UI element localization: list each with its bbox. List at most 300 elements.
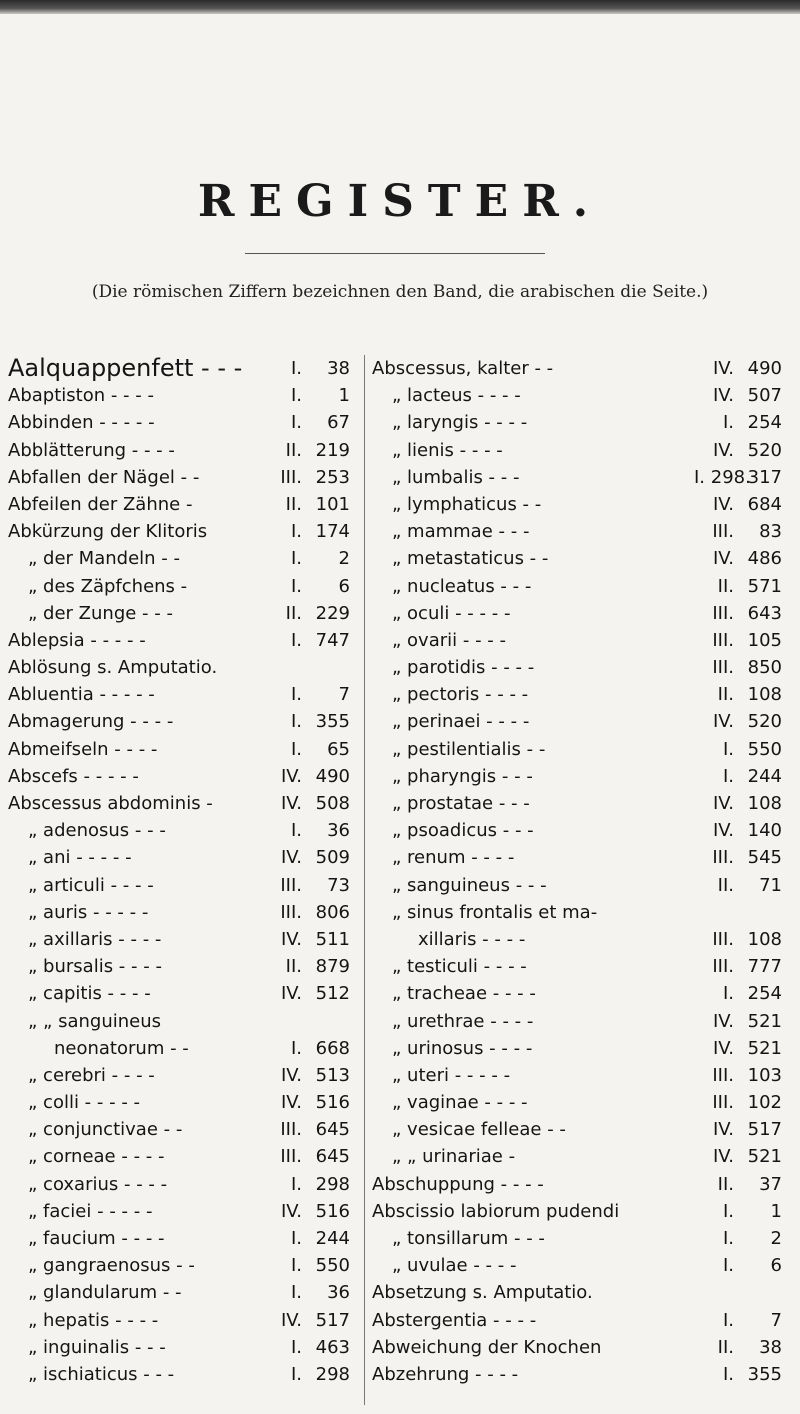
index-entry xyxy=(372,573,792,600)
index-entry xyxy=(8,872,358,899)
entry-reference xyxy=(694,1008,782,1035)
entry-term: neonatorum - - xyxy=(54,1037,189,1059)
entry-term: „ uteri - - - - - xyxy=(392,1064,511,1086)
entry-volume: I. xyxy=(722,412,734,434)
entry-term: Absetzung s. Amputatio. xyxy=(372,1282,593,1304)
index-entry xyxy=(372,600,792,627)
entry-page: 244 xyxy=(747,765,782,787)
entry-page: 508 xyxy=(315,793,350,814)
entry-volume: III. xyxy=(280,466,302,488)
entry-volume: I. xyxy=(722,1228,734,1249)
entry-reference xyxy=(266,627,350,654)
index-entry xyxy=(372,1334,792,1361)
entry-reference xyxy=(266,708,350,735)
entry-volume: I. xyxy=(290,548,302,570)
entry-term: Abzehrung - - - - xyxy=(372,1363,519,1385)
entry-page: 101 xyxy=(315,493,350,515)
entry-volume: IV. xyxy=(712,439,734,461)
entry-page: 516 xyxy=(315,1200,350,1222)
entry-reference xyxy=(694,708,782,735)
entry-reference xyxy=(694,926,782,953)
entry-volume: I. xyxy=(290,820,302,842)
index-entry xyxy=(372,708,792,735)
entry-term: „ cerebri - - - - xyxy=(28,1064,155,1086)
entry-page: 298 xyxy=(315,1363,350,1385)
entry-volume: I. 298. xyxy=(694,466,751,488)
entry-page: 244 xyxy=(315,1228,350,1249)
entry-volume: I. xyxy=(290,575,302,597)
entry-term: „ bursalis - - - - xyxy=(28,956,162,978)
entry-volume: IV. xyxy=(280,1200,302,1222)
index-entry xyxy=(8,1361,358,1388)
entry-page: 254 xyxy=(747,983,782,1005)
entry-volume: I. xyxy=(290,1255,302,1277)
entry-volume: I. xyxy=(290,1363,302,1385)
column-divider xyxy=(364,355,365,1405)
entry-term: „ glandularum - - xyxy=(28,1282,182,1304)
entry-term: „ sinus frontalis et ma- xyxy=(392,901,598,923)
entry-reference xyxy=(266,409,350,436)
entry-volume: III. xyxy=(280,1119,302,1141)
entry-reference xyxy=(266,1008,350,1035)
entry-term: Abscessus, kalter - - xyxy=(372,358,554,379)
entry-reference xyxy=(694,464,782,491)
index-entry xyxy=(8,654,358,681)
entry-reference xyxy=(694,953,782,980)
entry-page: 2 xyxy=(770,1228,782,1249)
entry-page: 545 xyxy=(747,847,782,869)
entry-term: „ vesicae felleae - - xyxy=(392,1119,566,1141)
entry-page: 67 xyxy=(327,412,350,434)
entry-reference xyxy=(694,1062,782,1089)
entry-volume: IV. xyxy=(712,820,734,842)
entry-page: 507 xyxy=(747,385,782,407)
entry-volume: III. xyxy=(280,901,302,923)
entry-volume: I. xyxy=(722,765,734,787)
entry-page: 747 xyxy=(315,629,350,651)
title-rule xyxy=(245,253,545,254)
entry-page: 36 xyxy=(327,1282,350,1304)
entry-reference xyxy=(694,409,782,436)
entry-reference xyxy=(266,1116,350,1143)
index-columns xyxy=(0,355,800,1405)
entry-term: „ prostatae - - - xyxy=(392,793,530,814)
entry-reference xyxy=(266,926,350,953)
index-entry xyxy=(8,1116,358,1143)
index-entry xyxy=(372,763,792,790)
entry-volume: IV. xyxy=(712,711,734,733)
entry-reference xyxy=(266,1307,350,1334)
entry-term: „ urinosus - - - - xyxy=(392,1037,533,1059)
index-entry xyxy=(8,736,358,763)
entry-reference xyxy=(694,872,782,899)
index-entry xyxy=(8,518,358,545)
index-entry xyxy=(372,437,792,464)
entry-term: „ lienis - - - - xyxy=(392,439,503,461)
entry-reference xyxy=(266,736,350,763)
entry-page: 317 xyxy=(747,466,782,488)
entry-volume: III. xyxy=(712,1064,734,1086)
entry-page: 71 xyxy=(759,874,782,896)
index-entry xyxy=(372,355,792,382)
entry-page: 105 xyxy=(747,629,782,651)
entry-page: 174 xyxy=(315,521,350,543)
entry-term: „ sanguineus - - - xyxy=(392,874,547,896)
index-entry xyxy=(372,790,792,817)
entry-page: 521 xyxy=(747,1010,782,1032)
entry-volume: IV. xyxy=(712,1010,734,1032)
entry-page: 517 xyxy=(747,1119,782,1141)
entry-volume: I. xyxy=(290,1173,302,1195)
entry-reference xyxy=(266,1225,350,1252)
entry-volume: IV. xyxy=(280,1092,302,1114)
entry-volume: I. xyxy=(722,1200,734,1222)
entry-page: 777 xyxy=(747,956,782,978)
entry-reference xyxy=(694,1252,782,1279)
index-entry xyxy=(8,600,358,627)
index-entry xyxy=(8,627,358,654)
index-entry xyxy=(372,817,792,844)
entry-page: 355 xyxy=(315,711,350,733)
entry-page: 645 xyxy=(315,1119,350,1141)
entry-reference xyxy=(266,573,350,600)
index-entry xyxy=(8,1307,358,1334)
entry-volume: III. xyxy=(712,1092,734,1114)
entry-reference xyxy=(266,518,350,545)
entry-term: „ auris - - - - - xyxy=(28,901,149,923)
entry-term: Abstergentia - - - - xyxy=(372,1309,537,1331)
entry-term: „ „ sanguineus xyxy=(28,1010,162,1032)
entry-reference xyxy=(694,355,782,382)
index-entry xyxy=(8,1143,358,1170)
entry-reference xyxy=(694,382,782,409)
entry-volume: IV. xyxy=(712,793,734,814)
entry-volume: IV. xyxy=(280,983,302,1005)
index-entry xyxy=(372,1089,792,1116)
entry-volume: I. xyxy=(290,412,302,434)
index-entry xyxy=(8,1008,358,1035)
entry-page: 520 xyxy=(747,439,782,461)
entry-reference xyxy=(266,382,350,409)
entry-term: „ vaginae - - - - xyxy=(392,1092,528,1114)
entry-reference xyxy=(266,491,350,518)
entry-volume: III. xyxy=(280,1146,302,1168)
entry-page: 140 xyxy=(747,820,782,842)
entry-volume: II. xyxy=(717,874,734,896)
entry-reference xyxy=(694,600,782,627)
entry-term: „ colli - - - - - xyxy=(28,1092,141,1114)
entry-term: „ ovarii - - - - xyxy=(392,629,507,651)
entry-volume: I. xyxy=(290,1037,302,1059)
entry-term: „ tracheae - - - - xyxy=(392,983,536,1005)
entry-volume: I. xyxy=(290,1336,302,1358)
index-entry xyxy=(372,545,792,572)
entry-page: 102 xyxy=(747,1092,782,1114)
entry-volume: I. xyxy=(290,385,302,407)
entry-term: Abschuppung - - - - xyxy=(372,1173,544,1195)
entry-term: „ uvulae - - - - xyxy=(392,1255,517,1277)
entry-reference xyxy=(266,1035,350,1062)
entry-page: 550 xyxy=(747,738,782,760)
entry-term: „ urethrae - - - - xyxy=(392,1010,534,1032)
index-entry xyxy=(372,491,792,518)
entry-reference xyxy=(266,817,350,844)
entry-reference xyxy=(266,953,350,980)
entry-page: 108 xyxy=(747,928,782,950)
entry-page: 645 xyxy=(315,1146,350,1168)
entry-volume: I. xyxy=(722,1363,734,1385)
index-entry xyxy=(8,708,358,735)
entry-page: 65 xyxy=(327,738,350,760)
entry-volume: I. xyxy=(290,1282,302,1304)
entry-reference xyxy=(266,437,350,464)
index-entry xyxy=(8,1225,358,1252)
entry-reference xyxy=(266,1062,350,1089)
entry-term: Abfeilen der Zähne - xyxy=(8,493,193,515)
entry-reference xyxy=(266,654,350,681)
entry-term: „ pestilentialis - - xyxy=(392,738,546,760)
entry-page: 512 xyxy=(315,983,350,1005)
entry-page: 37 xyxy=(759,1173,782,1195)
entry-volume: IV. xyxy=(712,548,734,570)
entry-page: 511 xyxy=(315,928,350,950)
entry-term: Abfallen der Nägel - - xyxy=(8,466,200,488)
entry-page: 355 xyxy=(747,1363,782,1385)
entry-volume: I. xyxy=(722,738,734,760)
entry-volume: I. xyxy=(290,711,302,733)
entry-reference xyxy=(266,1334,350,1361)
index-entry xyxy=(8,763,358,790)
index-entry xyxy=(8,545,358,572)
entry-term: Abblätterung - - - - xyxy=(8,439,175,461)
entry-term: Abaptiston - - - - xyxy=(8,385,154,407)
entry-page: 516 xyxy=(315,1092,350,1114)
entry-volume: I. xyxy=(722,983,734,1005)
entry-page: 1 xyxy=(770,1200,782,1222)
entry-volume: IV. xyxy=(280,793,302,814)
entry-volume: IV. xyxy=(712,493,734,515)
entry-volume: II. xyxy=(717,684,734,706)
entry-reference xyxy=(694,817,782,844)
entry-reference xyxy=(266,980,350,1007)
index-entry xyxy=(8,355,358,382)
entry-page: 83 xyxy=(759,521,782,543)
entry-term: Abkürzung der Klitoris xyxy=(8,521,208,543)
index-entry xyxy=(8,926,358,953)
entry-reference xyxy=(266,899,350,926)
entry-page: 463 xyxy=(315,1336,350,1358)
entry-reference xyxy=(266,872,350,899)
entry-volume: I. xyxy=(290,629,302,651)
entry-term: „ nucleatus - - - xyxy=(392,575,532,597)
page-title: REGISTER. xyxy=(197,176,603,227)
index-entry xyxy=(8,1334,358,1361)
page-top-edge xyxy=(0,0,800,14)
entry-term: „ adenosus - - - xyxy=(28,820,166,842)
entry-page: 108 xyxy=(747,684,782,706)
entry-term: „ testiculi - - - - xyxy=(392,956,527,978)
entry-reference xyxy=(266,1252,350,1279)
entry-volume: IV. xyxy=(280,928,302,950)
entry-page: 520 xyxy=(747,711,782,733)
entry-reference xyxy=(266,1089,350,1116)
entry-term: Ablösung s. Amputatio. xyxy=(8,657,218,679)
entry-reference xyxy=(266,1143,350,1170)
entry-volume: III. xyxy=(712,657,734,679)
index-entry xyxy=(372,980,792,1007)
entry-page: 103 xyxy=(747,1064,782,1086)
entry-volume: II. xyxy=(285,493,302,515)
index-entry xyxy=(372,681,792,708)
entry-volume: I. xyxy=(290,521,302,543)
entry-volume: III. xyxy=(712,847,734,869)
index-entry xyxy=(8,790,358,817)
entry-page: 253 xyxy=(315,466,350,488)
entry-page: 7 xyxy=(338,684,350,706)
entry-reference xyxy=(266,844,350,871)
entry-volume: IV. xyxy=(280,765,302,787)
index-entry xyxy=(8,899,358,926)
index-entry xyxy=(8,409,358,436)
entry-reference xyxy=(694,545,782,572)
entry-volume: III. xyxy=(712,928,734,950)
entry-reference xyxy=(694,1225,782,1252)
entry-page: 108 xyxy=(747,793,782,814)
entry-reference xyxy=(694,1198,782,1225)
index-entry xyxy=(372,1062,792,1089)
entry-term: „ faciei - - - - - xyxy=(28,1200,153,1222)
entry-term: „ articuli - - - - xyxy=(28,874,154,896)
entry-volume: II. xyxy=(717,575,734,597)
entry-reference xyxy=(694,491,782,518)
index-entry xyxy=(8,1089,358,1116)
entry-page: 517 xyxy=(315,1309,350,1331)
entry-reference xyxy=(266,545,350,572)
index-entry xyxy=(372,1198,792,1225)
entry-reference xyxy=(694,1089,782,1116)
entry-term: „ parotidis - - - - xyxy=(392,657,535,679)
index-entry xyxy=(372,736,792,763)
entry-term: „ tonsillarum - - - xyxy=(392,1228,545,1249)
index-entry xyxy=(8,573,358,600)
entry-page: 850 xyxy=(747,657,782,679)
entry-reference xyxy=(266,1361,350,1388)
entry-term: „ lumbalis - - - xyxy=(392,466,520,488)
entry-reference xyxy=(266,1279,350,1306)
entry-term: „ renum - - - - xyxy=(392,847,515,869)
entry-term: Abmagerung - - - - xyxy=(8,711,174,733)
entry-volume: I. xyxy=(290,738,302,760)
entry-volume: II. xyxy=(717,1173,734,1195)
entry-page: 36 xyxy=(327,820,350,842)
entry-term: „ gangraenosus - - xyxy=(28,1255,195,1277)
legend-note: (Die römischen Ziffern bezeichnen den Band, die arabischen die Seite.) xyxy=(91,282,709,302)
index-entry xyxy=(372,1307,792,1334)
entry-volume: I. xyxy=(722,1255,734,1277)
entry-term: „ conjunctivae - - xyxy=(28,1119,183,1141)
entry-page: 643 xyxy=(747,602,782,624)
index-entry xyxy=(8,1035,358,1062)
entry-term: „ pharyngis - - - xyxy=(392,765,533,787)
index-entry xyxy=(372,464,792,491)
entry-page: 513 xyxy=(315,1064,350,1086)
entry-term: „ der Zunge - - - xyxy=(28,602,173,624)
index-entry xyxy=(8,1279,358,1306)
entry-term: „ „ urinariae - xyxy=(392,1146,516,1168)
entry-volume: IV. xyxy=(280,1064,302,1086)
entry-term: „ hepatis - - - - xyxy=(28,1309,159,1331)
entry-term: Ablepsia - - - - - xyxy=(8,629,146,651)
entry-volume: II. xyxy=(285,956,302,978)
entry-reference xyxy=(694,736,782,763)
entry-volume: III. xyxy=(712,521,734,543)
entry-reference xyxy=(694,1143,782,1170)
entry-term: „ capitis - - - - xyxy=(28,983,151,1005)
entry-reference xyxy=(694,437,782,464)
entry-reference xyxy=(694,1035,782,1062)
index-entry xyxy=(372,926,792,953)
index-entry xyxy=(372,953,792,980)
index-entry xyxy=(8,1198,358,1225)
entry-reference xyxy=(694,1361,782,1388)
entry-reference xyxy=(694,573,782,600)
entry-volume: II. xyxy=(285,439,302,461)
entry-page: 2 xyxy=(338,548,350,570)
index-entry xyxy=(8,491,358,518)
entry-page: 684 xyxy=(747,493,782,515)
entry-term: „ lymphaticus - - xyxy=(392,493,542,515)
index-entry xyxy=(372,1252,792,1279)
entry-term: „ faucium - - - - xyxy=(28,1228,165,1249)
entry-term: „ mammae - - - xyxy=(392,521,530,543)
entry-reference xyxy=(266,464,350,491)
index-entry xyxy=(8,844,358,871)
entry-volume: I. xyxy=(290,358,302,379)
entry-volume: I. xyxy=(290,1228,302,1249)
entry-page: 254 xyxy=(747,412,782,434)
entry-term: Abweichung der Knochen xyxy=(372,1336,602,1358)
entry-page: 668 xyxy=(315,1037,350,1059)
entry-volume: II. xyxy=(285,602,302,624)
entry-term: „ der Mandeln - - xyxy=(28,548,180,570)
entry-term: „ lacteus - - - - xyxy=(392,385,521,407)
entry-term: „ inguinalis - - - xyxy=(28,1336,166,1358)
index-entry xyxy=(8,980,358,1007)
entry-term: Abmeifseln - - - - xyxy=(8,738,158,760)
entry-page: 490 xyxy=(747,358,782,379)
entry-reference xyxy=(694,518,782,545)
entry-page: 38 xyxy=(327,358,350,379)
entry-term: „ ischiaticus - - - xyxy=(28,1363,175,1385)
entry-term: Abscissio labiorum pudendi xyxy=(372,1200,620,1222)
entry-term: „ coxarius - - - - xyxy=(28,1173,168,1195)
entry-page: 229 xyxy=(315,602,350,624)
entry-term: Abluentia - - - - - xyxy=(8,684,155,706)
index-entry xyxy=(8,817,358,844)
entry-term: „ axillaris - - - - xyxy=(28,928,162,950)
entry-term: „ des Zäpfchens - xyxy=(28,575,188,597)
entry-volume: II. xyxy=(717,1336,734,1358)
index-entry xyxy=(372,1143,792,1170)
entry-term: Aalquappenfett - - - xyxy=(8,354,243,382)
entry-page: 550 xyxy=(315,1255,350,1277)
entry-reference xyxy=(694,654,782,681)
entry-reference xyxy=(694,790,782,817)
entry-volume: III. xyxy=(280,874,302,896)
entry-term: „ ani - - - - - xyxy=(28,847,132,869)
entry-reference xyxy=(694,681,782,708)
entry-page: 73 xyxy=(327,874,350,896)
